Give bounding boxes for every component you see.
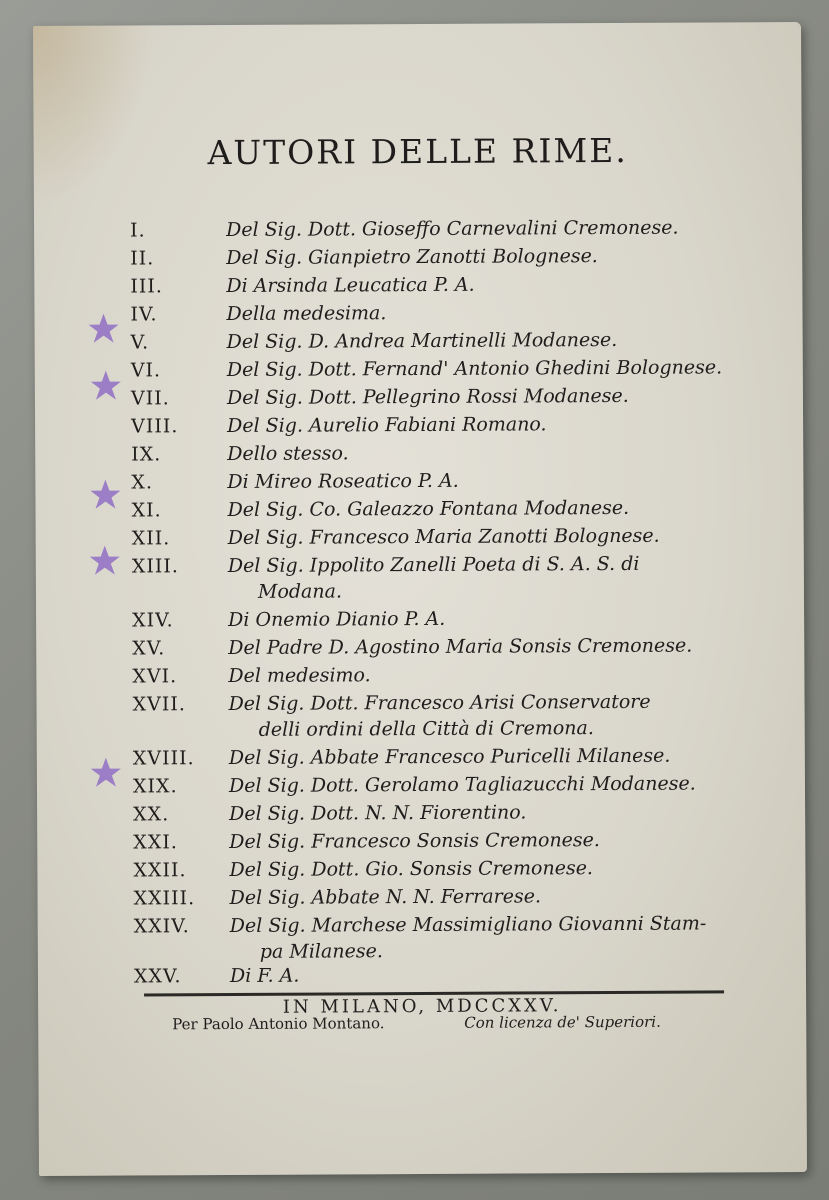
printer-line: Per Paolo Antonio Montano. [172,1014,385,1034]
entry-number: XIII. [131,555,179,578]
entry-text: Del Sig. Ippolito Zanelli Poeta di S. A. S. di [227,552,640,578]
star-stamp-icon [88,544,122,578]
entry-number: XIV. [132,609,174,632]
star-stamp-icon [89,369,123,403]
entry-text: Del medesimo. [228,664,371,688]
entry-number: XVII. [132,693,186,716]
author-entry [36,552,804,584]
entry-text: Del Sig. Dott. Pellegrino Rossi Modanese. [226,384,629,410]
entry-number: XIX. [132,775,178,798]
entry-text: Del Sig. Dott. Gio. Sonsis Cremonese. [229,857,594,882]
author-entry [34,216,802,248]
entry-text: Del Sig. Gianpietro Zanotti Bolognese. [226,245,598,270]
entry-text: Del Sig. D. Andrea Martinelli Modanese. [226,328,618,354]
entry-number: XII. [131,527,171,550]
author-entry [36,524,804,556]
entry-text: Del Sig. Dott. Fernand' Antonio Ghedini Bolognese. [226,356,723,382]
entry-text: Del Sig. Abbate Francesco Puricelli Milanese. [228,744,671,770]
entry-number: IX. [131,443,162,466]
entry-text: Del Sig. Co. Galeazzo Fontana Modanese. [227,496,630,522]
entry-text: Di Onemio Dianio P. A. [228,607,446,632]
entry-number: XXI. [133,831,178,854]
entry-number: XI. [131,499,162,522]
entry-number: XVIII. [132,747,195,770]
entry-number: VI. [130,359,162,382]
printed-page [33,22,807,1176]
author-entry [34,272,802,304]
entry-continuation: delli ordini della Città di Cremona. [258,717,594,741]
entry-number: XVI. [132,665,178,688]
author-entry [36,606,804,638]
entry-number: XXIII. [133,887,196,910]
entry-text: Del Sig. Marchese Massimigliano Giovanni Stam- [229,912,707,938]
author-entry [35,468,803,500]
entry-number: VII. [130,387,170,410]
author-entry [35,328,803,360]
entry-text: Del Sig. Dott. N. N. Fiorentino. [229,801,527,826]
entry-text: Dello stesso. [227,442,349,466]
entry-number: V. [130,331,150,354]
author-entry [36,662,804,694]
entry-text: Del Sig. Dott. Francesco Arisi Conservatore [228,690,651,716]
entry-number: VIII. [131,415,179,438]
author-entry [37,800,805,832]
entry-number: XXII. [133,859,187,882]
entry-text: Di F. A. [229,964,300,987]
author-entry [34,244,802,276]
author-entry [35,356,803,388]
author-entry [35,412,803,444]
star-stamp-icon [89,756,123,790]
author-entry [35,496,803,528]
entry-text: Di Mireo Roseatico P. A. [227,469,459,494]
entry-number: I. [130,219,146,242]
author-entry [38,912,806,944]
author-entry [34,300,802,332]
entry-continuation: pa Milanese. [259,940,383,963]
entry-text: Del Sig. Francesco Sonsis Cremonese. [229,829,600,854]
author-entry [37,744,805,776]
author-entry [38,884,806,916]
entry-number: IV. [130,303,158,326]
entry-number: III. [130,275,163,298]
entry-continuation: Modana. [257,580,343,603]
entry-text: Della medesima. [226,302,387,326]
author-entry [37,856,805,888]
author-entry [35,384,803,416]
license-line: Con licenza de' Superiori. [464,1012,661,1032]
author-entry [37,772,805,804]
entry-number: X. [131,471,154,494]
entry-text: Del Padre D. Agostino Maria Sonsis Cremonese. [228,634,693,660]
entry-text: Del Sig. Dott. Gerolamo Tagliazucchi Modanese. [228,772,696,798]
star-stamp-icon [88,478,122,512]
page-title: AUTORI DELLE RIME. [207,130,628,173]
author-entry [38,962,806,994]
imprint-line: IN MILANO, MDCCXXV. [282,995,562,1018]
entry-text: Del Sig. Aurelio Fabiani Romano. [227,413,547,438]
entry-number: XXV. [133,965,182,988]
entry-number: II. [130,247,155,270]
entry-text: Di Arsinda Leucatica P. A. [226,273,475,298]
author-entry [36,634,804,666]
entry-number: XX. [133,803,170,826]
author-entry [35,440,803,472]
entry-number: XV. [132,637,166,660]
author-entry [37,828,805,860]
entry-text: Del Sig. Abbate N. N. Ferrarese. [229,885,542,910]
entry-text: Del Sig. Francesco Maria Zanotti Bolognese. [227,524,660,550]
star-stamp-icon [86,312,120,346]
entry-text: Del Sig. Dott. Gioseffo Carnevalini Cremonese. [226,216,679,242]
entry-number: XXIV. [133,915,190,938]
